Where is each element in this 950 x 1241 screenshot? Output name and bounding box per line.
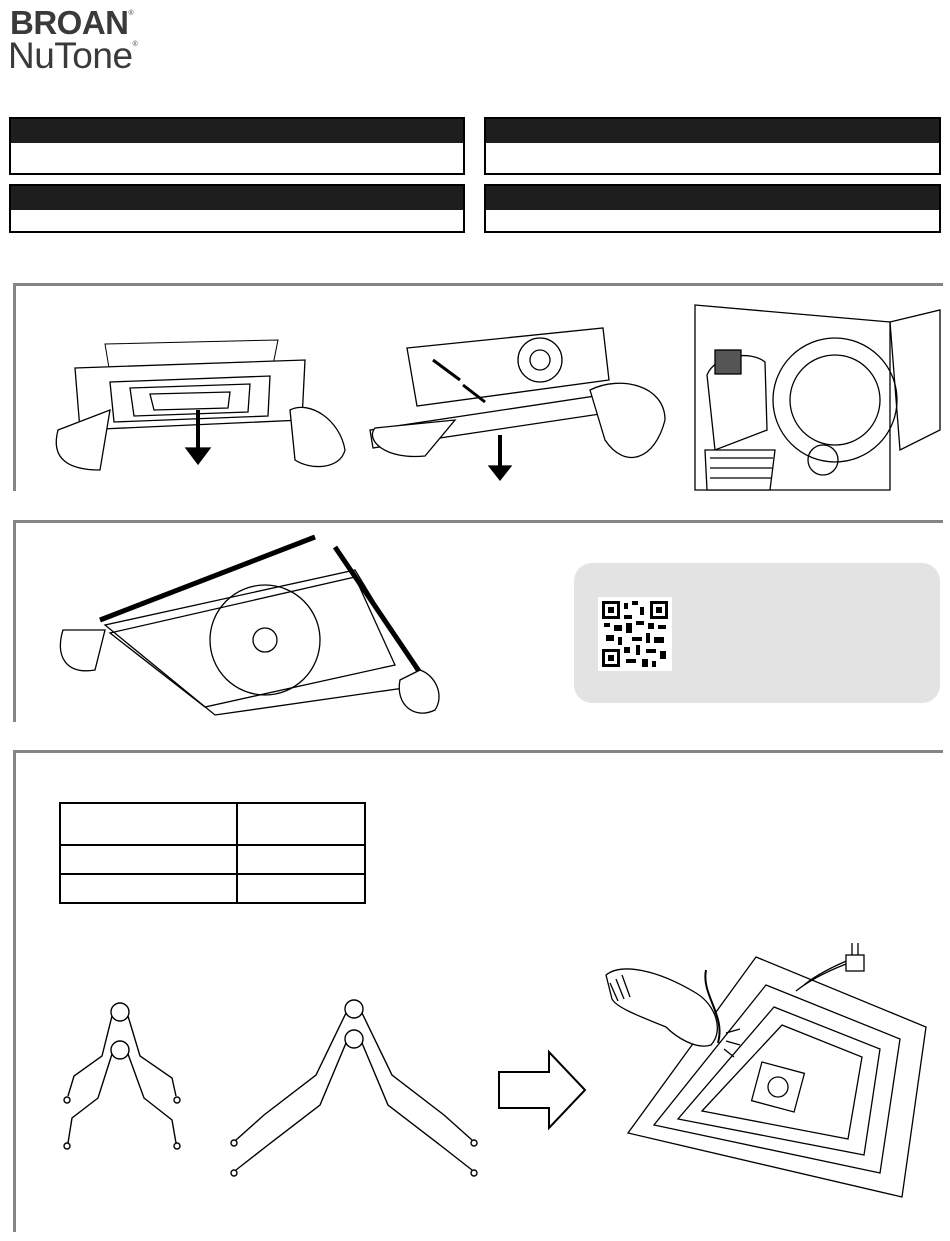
brand-logo-nutone [8,37,137,74]
table-row [60,874,365,903]
info-box-header-bar [486,186,939,210]
table-cell [237,845,365,874]
qr-code-graphic [602,601,668,667]
motor-removal-illustration [695,300,940,490]
spring-install-illustration [606,935,942,1205]
info-box-header-bar [486,119,939,143]
large-spring-illustration [228,995,488,1180]
table-row [60,803,365,845]
info-box-header-bar [11,119,463,143]
table-cell [237,803,365,845]
table-cell [60,803,237,845]
info-box-bottom-right [484,184,941,233]
registered-mark: ® [128,10,134,17]
qr-code-icon[interactable] [598,597,672,671]
brand-name-nutone: NuTone [8,35,133,76]
info-box-top-left [9,117,465,175]
wire-disconnect-illustration [365,320,675,480]
brand-name-broan: BROAN [10,4,129,41]
arrow-right-icon [497,1050,589,1130]
table-cell [60,874,237,903]
info-box-bottom-left [9,184,465,233]
info-box-header-bar [11,186,463,210]
small-spring-illustration [60,998,190,1158]
table-cell [237,874,365,903]
info-box-top-right [484,117,941,175]
housing-rails-illustration [55,535,455,725]
table-row [60,845,365,874]
grille-removal-illustration [40,330,360,480]
registered-mark-2: ® [132,41,138,48]
table-cell [60,845,237,874]
spec-table [59,802,366,904]
